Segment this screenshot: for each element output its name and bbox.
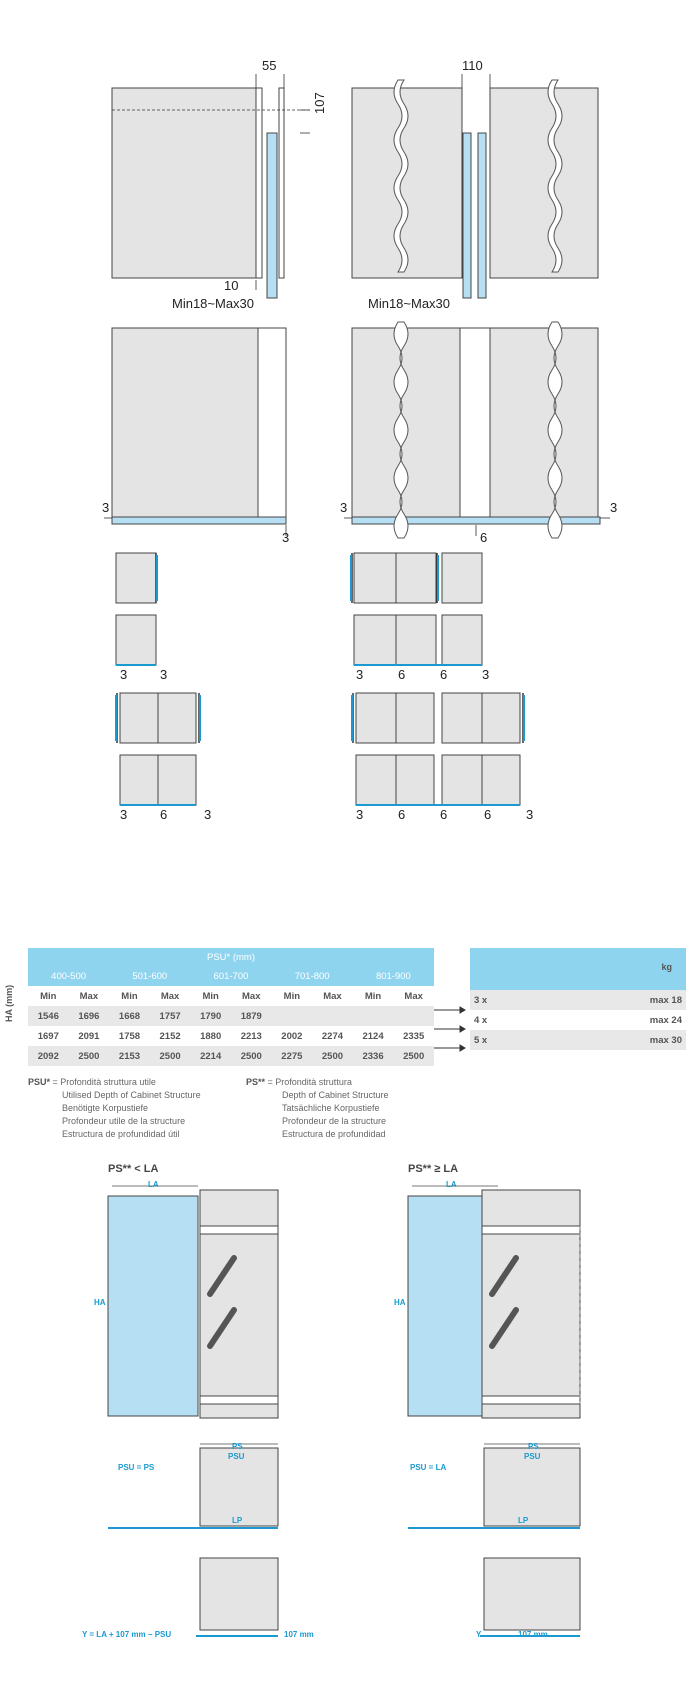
table-row (28, 1006, 434, 1026)
ps-label: PS (528, 1442, 539, 1451)
range-header: 501-600 (109, 966, 190, 986)
psu-label: PSU (524, 1452, 541, 1461)
kg-label: kg (661, 961, 672, 972)
hinge-count: 3 x (474, 994, 488, 1006)
table-title: PSU* (mm) (28, 948, 434, 966)
cell: 2091 (69, 1026, 110, 1046)
hinge-count: 5 x (474, 1034, 488, 1046)
range-header: 801-900 (353, 966, 434, 986)
ha-axis-label: HA (mm) (4, 984, 14, 1022)
cell: 1546 (28, 1006, 69, 1026)
psu-eq-la: PSU = LA (410, 1463, 447, 1472)
max-header: Max (69, 986, 110, 1006)
min-max-right: Min18~Max30 (368, 296, 451, 311)
dim-6: 6 (160, 807, 168, 822)
dim-3: 3 (356, 667, 364, 682)
la-label: LA (446, 1180, 457, 1189)
ps-legend (246, 1076, 389, 1141)
dim-3: 3 (204, 807, 212, 822)
min-header: Min (353, 986, 394, 1006)
legend-line: Profondità struttura utile (60, 1077, 156, 1087)
cell: 2500 (150, 1046, 191, 1066)
cell: 2153 (109, 1046, 150, 1066)
max-weight: max 18 (649, 994, 682, 1006)
legend-line: Tatsächliche Korpustiefe (282, 1103, 380, 1113)
dim-3: 3 (610, 500, 618, 515)
dim-3: 3 (526, 807, 534, 822)
door-panel (267, 133, 277, 298)
door-panel-b (478, 133, 486, 298)
cell (353, 1006, 394, 1026)
dim-6: 6 (398, 807, 406, 822)
legend-line: Profondeur de la structure (282, 1116, 387, 1126)
cell: 2002 (272, 1026, 313, 1046)
load-table (470, 948, 686, 1050)
max-header: Max (231, 986, 272, 1006)
range-header: 400-500 (28, 966, 109, 986)
ha-label: HA (94, 1298, 106, 1307)
cell: 1790 (190, 1006, 231, 1026)
cell: 2500 (69, 1046, 110, 1066)
dim-3: 3 (102, 500, 110, 515)
cell: 2092 (28, 1046, 69, 1066)
door-panel-a (463, 133, 471, 298)
cabinet-mid (460, 328, 490, 518)
cabinet-right (490, 88, 598, 278)
dim-3: 3 (340, 500, 348, 515)
y-label: Y (476, 1630, 482, 1639)
cabinet-side-panel (112, 328, 258, 518)
table-row (28, 1026, 434, 1046)
max-weight: max 24 (649, 1014, 682, 1026)
cabinet-side-panel (112, 88, 256, 278)
y-formula: Y = LA + 107 mm − PSU (82, 1630, 172, 1639)
cell (393, 1006, 434, 1026)
base-panel (112, 517, 286, 524)
cell: 2500 (393, 1046, 434, 1066)
cell: 1757 (150, 1006, 191, 1026)
dim-6: 6 (480, 530, 488, 545)
cabinet-right (490, 328, 598, 518)
cell: 2275 (272, 1046, 313, 1066)
range-header: 701-800 (272, 966, 353, 986)
dim-6: 6 (440, 667, 448, 682)
cell (312, 1006, 353, 1026)
ha-label: HA (394, 1298, 406, 1307)
legend-line: Estructura de profundidad (282, 1129, 386, 1139)
eq: = (265, 1077, 276, 1087)
mm-107: 107 mm (284, 1630, 314, 1639)
cell: 2500 (312, 1046, 353, 1066)
dim-10: 10 (224, 278, 239, 293)
dim-3: 3 (160, 667, 168, 682)
max-header: Max (150, 986, 191, 1006)
dim-3: 3 (482, 667, 490, 682)
psu-legend (28, 1076, 201, 1141)
load-row (470, 1030, 686, 1050)
cell: 2335 (393, 1026, 434, 1046)
legend-line: Profondeur utile de la structure (62, 1116, 186, 1126)
legend-line: Benötigte Korpustiefe (62, 1103, 149, 1113)
min-header: Min (28, 986, 69, 1006)
psu-label: PSU (228, 1452, 245, 1461)
range-header: 601-700 (190, 966, 271, 986)
dim-55: 55 (262, 58, 277, 73)
load-row (470, 1010, 686, 1030)
hinge-count: 4 x (474, 1014, 488, 1026)
legend-line: Profondità struttura (275, 1077, 352, 1087)
cabinet-edge (258, 328, 286, 518)
cell: 1879 (231, 1006, 272, 1026)
cell: 1668 (109, 1006, 150, 1026)
base-panel (352, 517, 600, 524)
cell: 2213 (231, 1026, 272, 1046)
cell: 1697 (28, 1026, 69, 1046)
min-header: Min (272, 986, 313, 1006)
lp-label: LP (232, 1516, 243, 1525)
kg-header (470, 948, 686, 990)
cabinet-edge (256, 88, 262, 278)
right-title: PS** ≥ LA (408, 1163, 459, 1175)
dim-3: 3 (120, 667, 128, 682)
legend-line: Estructura de profundidad útil (62, 1129, 180, 1139)
cell: 2500 (231, 1046, 272, 1066)
cell: 1696 (69, 1006, 110, 1026)
cell: 2336 (353, 1046, 394, 1066)
la-label: LA (148, 1180, 159, 1189)
lp-label: LP (518, 1516, 529, 1525)
ps-label: PS (232, 1442, 243, 1451)
cell (272, 1006, 313, 1026)
mm-107: 107 mm (518, 1630, 548, 1639)
cell: 2152 (150, 1026, 191, 1046)
dim-107: 107 (312, 92, 327, 114)
dim-3: 3 (282, 530, 290, 545)
legend-line: Depth of Cabinet Structure (282, 1090, 389, 1100)
cell: 1758 (109, 1026, 150, 1046)
cell: 2274 (312, 1026, 353, 1046)
left-title: PS** < LA (108, 1163, 159, 1175)
load-row (470, 990, 686, 1010)
door-blue-left (108, 1196, 198, 1416)
cabinet-right-edge (279, 88, 284, 278)
ps-key: PS** (246, 1077, 266, 1087)
cell: 2124 (353, 1026, 394, 1046)
dim-3: 3 (356, 807, 364, 822)
table-row (28, 1046, 434, 1066)
psu-key: PSU* (28, 1077, 51, 1087)
max-header: Max (312, 986, 353, 1006)
dim-110: 110 (462, 58, 483, 73)
min-header: Min (109, 986, 150, 1006)
min-max-left: Min18~Max30 (172, 296, 255, 311)
dim-6: 6 (398, 667, 406, 682)
min-header: Min (190, 986, 231, 1006)
psu-eq-ps: PSU = PS (118, 1463, 155, 1472)
max-weight: max 30 (649, 1034, 682, 1046)
legend-line: Utilised Depth of Cabinet Structure (62, 1090, 201, 1100)
dim-6: 6 (484, 807, 492, 822)
dim-3: 3 (120, 807, 128, 822)
cell: 1880 (190, 1026, 231, 1046)
psu-table (28, 948, 434, 1066)
eq: = (50, 1077, 61, 1087)
cell: 2214 (190, 1046, 231, 1066)
max-header: Max (393, 986, 434, 1006)
dim-6: 6 (440, 807, 448, 822)
